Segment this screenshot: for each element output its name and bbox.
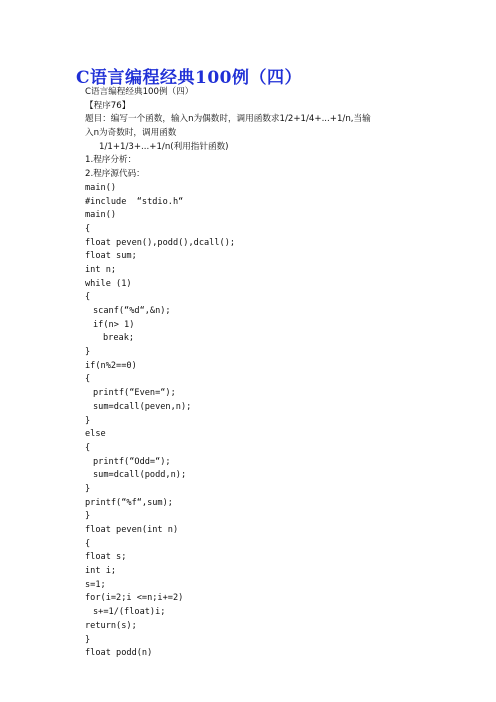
document-body (85, 86, 415, 661)
code-line: sum=dcall(podd,n); (93, 470, 187, 481)
code-line: else (85, 429, 106, 440)
code-line: float s; (85, 552, 127, 563)
code-line: break; (103, 333, 135, 344)
code-line: } (85, 634, 91, 645)
code-line: } (85, 347, 91, 358)
code-line: scanf(“%d“,&n); (93, 306, 171, 316)
text-line: 1/1+1/3+...+1/n(利用指针函数) (99, 141, 229, 152)
code-line: main() (85, 182, 117, 193)
code-line: if(n> 1) (93, 319, 135, 330)
code-line: printf(“%f“,sum); (85, 497, 173, 508)
code-line: float sum; (85, 251, 137, 262)
text-line: 1.程序分析： (85, 155, 137, 166)
code-line: main() (85, 210, 117, 221)
code-line: { (85, 442, 91, 453)
text-line: 题目：编写一个函数，输入n为偶数时，调用函数求1/2+1/4+...+1/n,当输 (85, 114, 371, 125)
code-line: for(i=2;i <=n;i+=2) (85, 593, 184, 604)
code-line: { (85, 538, 91, 549)
code-line: { (85, 292, 91, 303)
code-line: int n; (85, 264, 117, 275)
document-title: C语言编程经典100例（四） (76, 68, 303, 88)
code-line: printf(“Even=“); (93, 388, 176, 399)
code-line: } (85, 483, 91, 494)
text-line: 2.程序源代码： (85, 169, 145, 180)
text-line: C语言编程经典100例（四） (85, 87, 194, 97)
code-line: sum=dcall(peven,n); (93, 401, 192, 412)
text-line: 【程序76】 (85, 100, 131, 111)
code-line: s+=1/(float)i; (93, 607, 166, 618)
text-line: 入n为奇数时，调用函数 (85, 128, 177, 139)
code-line: return(s); (85, 620, 137, 631)
code-line: printf(“Odd=“); (93, 456, 171, 467)
code-line: float peven(int n) (85, 525, 179, 535)
code-line: { (85, 223, 91, 234)
code-line: #include “stdio.h“ (85, 196, 184, 207)
code-line: float podd(n) (85, 648, 153, 659)
code-line: if(n%2==0) (85, 360, 137, 371)
code-line: } (85, 511, 91, 522)
code-line: float peven(),podd(),dcall(); (85, 237, 236, 248)
code-line: int i; (85, 566, 117, 577)
code-line: while (1) (85, 278, 132, 289)
code-line: { (85, 374, 91, 385)
code-line: s=1; (85, 579, 106, 590)
code-line: } (85, 415, 91, 426)
